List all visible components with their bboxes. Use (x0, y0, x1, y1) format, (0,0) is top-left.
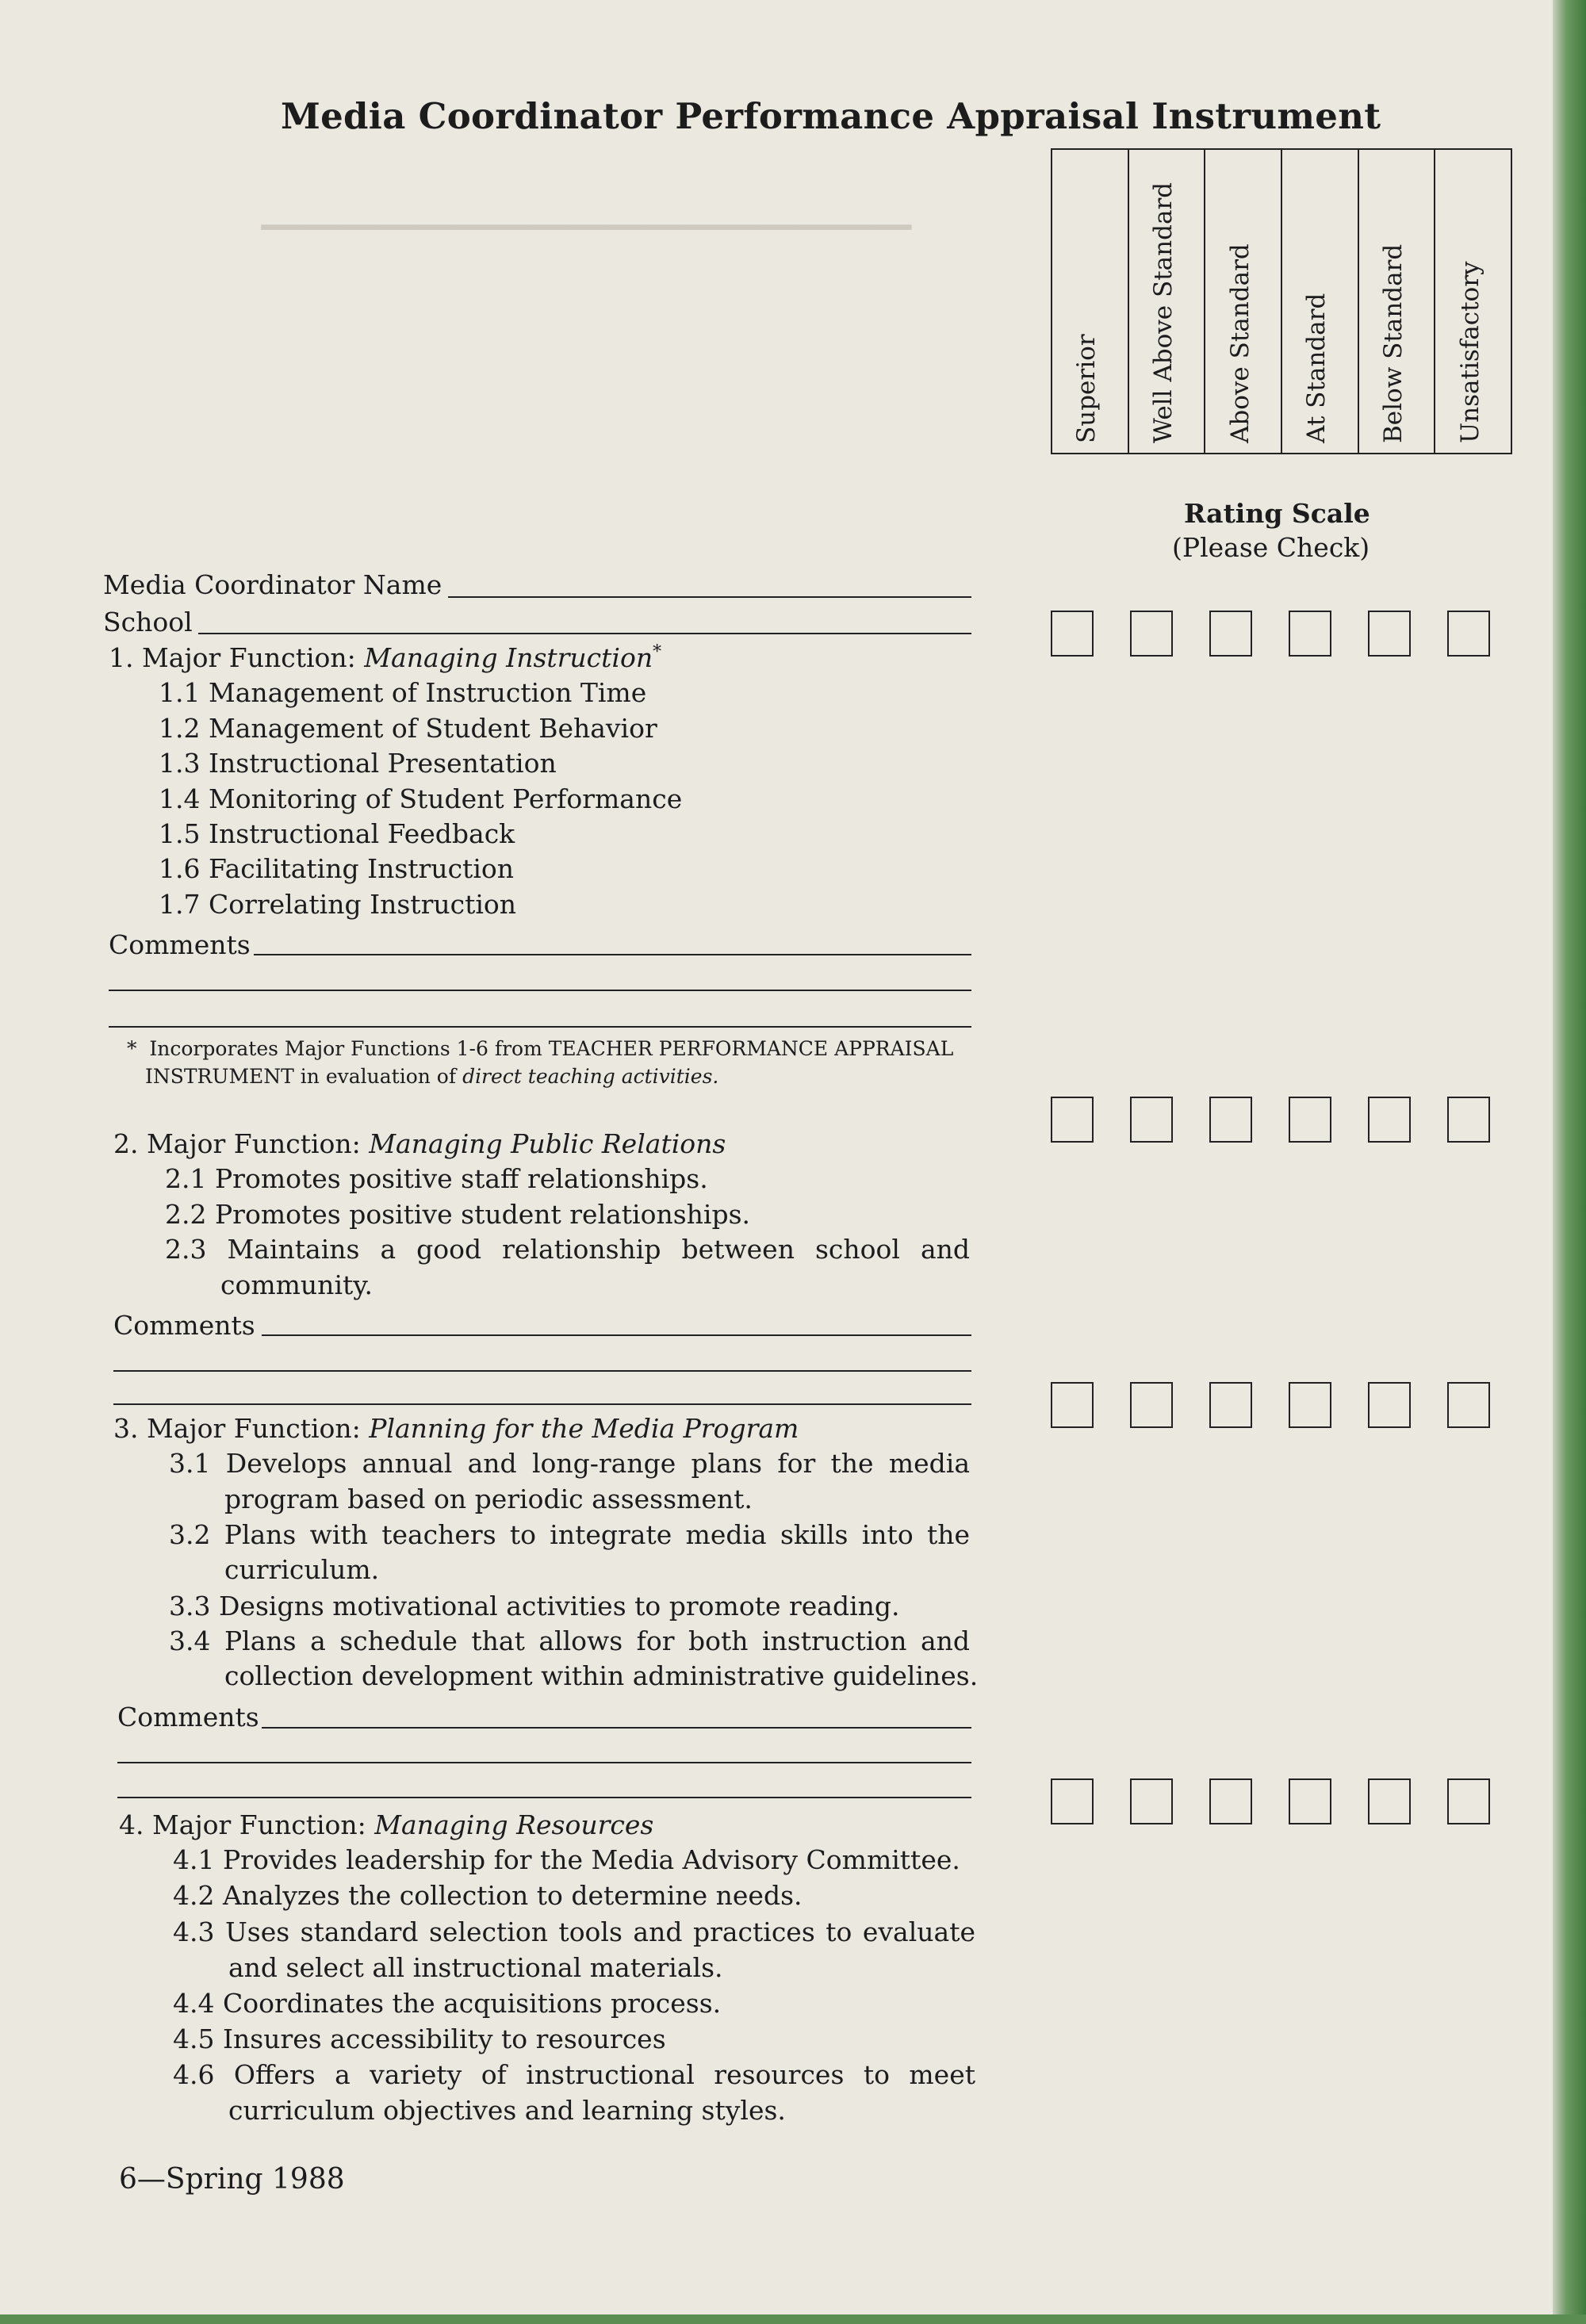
rating-checkbox[interactable] (1368, 1097, 1411, 1143)
rating-column-unsatisfactory: Unsatisfactory (1434, 150, 1511, 453)
section-1-rating-boxes (1051, 611, 1490, 657)
section-3-comments-label: Comments (117, 1702, 259, 1732)
rating-column-at-standard: At Standard (1281, 150, 1358, 453)
list-item: 4.4 Coordinates the acquisitions process. (173, 1988, 722, 2019)
list-item: 2.3 Maintains a good relationship between school and (165, 1234, 970, 1265)
cover-edge (1553, 0, 1586, 2324)
coordinator-name-label: Media Coordinator Name (103, 569, 442, 600)
rating-column-well-above-standard: Well Above Standard (1128, 150, 1205, 453)
list-item: 1.2 Management of Student Behavior (159, 713, 657, 744)
list-item: collection development within administrative guidelines. (224, 1660, 979, 1691)
rating-checkbox[interactable] (1289, 1778, 1331, 1824)
rating-checkbox[interactable] (1368, 1778, 1411, 1824)
footnote-line-2: INSTRUMENT in evaluation of direct teaching activities. (145, 1065, 719, 1088)
list-item: 3.3 Designs motivational activities to promote reading. (169, 1591, 900, 1621)
section-2-comments-label: Comments (113, 1310, 255, 1341)
section-1-comments-label: Comments (109, 929, 251, 960)
comments-line[interactable] (254, 954, 971, 955)
list-item: 1.4 Monitoring of Student Performance (159, 783, 683, 814)
rating-checkbox[interactable] (1368, 1382, 1411, 1428)
rating-checkbox[interactable] (1209, 1097, 1252, 1143)
section-4-rating-boxes (1051, 1778, 1490, 1824)
comments-line[interactable] (117, 1797, 971, 1798)
rating-column-above-standard: Above Standard (1204, 150, 1281, 453)
footnote-line-1: * Incorporates Major Functions 1-6 from TEACHER PERFORMANCE APPRAISAL (127, 1037, 954, 1060)
rating-checkbox[interactable] (1130, 1382, 1173, 1428)
list-item: 1.5 Instructional Feedback (159, 818, 515, 849)
rating-checkbox[interactable] (1051, 611, 1094, 657)
rating-checkbox[interactable] (1051, 1097, 1094, 1143)
rating-checkbox[interactable] (1289, 1382, 1331, 1428)
list-item: 3.2 Plans with teachers to integrate media skills into the (169, 1519, 970, 1550)
rating-checkbox[interactable] (1447, 1382, 1490, 1428)
list-item: 1.7 Correlating Instruction (159, 889, 517, 920)
rating-checkbox[interactable] (1130, 611, 1173, 657)
comments-line[interactable] (262, 1727, 971, 1729)
page-footer: 6—Spring 1988 (119, 2163, 345, 2196)
rating-column-below-standard: Below Standard (1358, 150, 1435, 453)
list-item: 3.1 Develops annual and long-range plans for the media (169, 1448, 970, 1479)
rating-checkbox[interactable] (1447, 1778, 1490, 1824)
comments-line[interactable] (117, 1762, 971, 1763)
comments-line[interactable] (109, 990, 971, 991)
coordinator-name-field[interactable] (448, 596, 971, 598)
section-4-heading: 4. Major Function: Managing Resources (119, 1809, 654, 1840)
list-item: curriculum objectives and learning styles. (228, 2095, 786, 2126)
list-item: 4.1 Provides leadership for the Media Advisory Committee. (173, 1844, 960, 1875)
list-item: program based on periodic assessment. (224, 1484, 753, 1514)
list-item: 3.4 Plans a schedule that allows for both instruction and (169, 1625, 970, 1656)
comments-line[interactable] (262, 1334, 971, 1336)
rating-checkbox[interactable] (1209, 1382, 1252, 1428)
rating-checkbox[interactable] (1289, 1097, 1331, 1143)
list-item: 2.2 Promotes positive student relationships. (165, 1199, 751, 1230)
rating-scale-header (1051, 148, 1512, 454)
bleed-through-decoration: ───────────────── (262, 190, 911, 264)
list-item: curriculum. (224, 1554, 380, 1585)
rating-checkbox[interactable] (1209, 611, 1252, 657)
rating-checkbox[interactable] (1447, 1097, 1490, 1143)
rating-checkbox[interactable] (1051, 1382, 1094, 1428)
list-item: 4.3 Uses standard selection tools and practices to evaluate (173, 1916, 975, 1947)
list-item: community. (220, 1269, 374, 1300)
rating-checkbox[interactable] (1289, 611, 1331, 657)
list-item: and select all instructional materials. (228, 1952, 723, 1983)
list-item: 4.5 Insures accessibility to resources (173, 2023, 666, 2054)
comments-line[interactable] (113, 1370, 971, 1372)
section-3-rating-boxes (1051, 1382, 1490, 1428)
comments-line[interactable] (109, 1026, 971, 1028)
list-item: 4.6 Offers a variety of instructional resources to meet (173, 2059, 975, 2090)
list-item: 1.6 Facilitating Instruction (159, 853, 514, 884)
list-item: 4.2 Analyzes the collection to determine needs. (173, 1880, 803, 1911)
section-2-rating-boxes (1051, 1097, 1490, 1143)
page-title: Media Coordinator Performance Appraisal Instrument (281, 95, 1381, 137)
rating-checkbox[interactable] (1130, 1097, 1173, 1143)
section-1-heading: 1. Major Function: Managing Instruction* (109, 642, 662, 673)
section-3-heading: 3. Major Function: Planning for the Media Program (113, 1413, 799, 1444)
school-field[interactable] (198, 633, 971, 634)
rating-checkbox[interactable] (1447, 611, 1490, 657)
list-item: 1.1 Management of Instruction Time (159, 677, 647, 708)
comments-line[interactable] (113, 1403, 971, 1405)
rating-checkbox[interactable] (1051, 1778, 1094, 1824)
list-item: 1.3 Instructional Presentation (159, 748, 557, 779)
rating-scale-instruction: (Please Check) (1172, 532, 1370, 563)
rating-column-superior: Superior (1072, 334, 1101, 443)
rating-checkbox[interactable] (1368, 611, 1411, 657)
section-2-heading: 2. Major Function: Managing Public Relations (113, 1128, 726, 1159)
list-item: 2.1 Promotes positive staff relationships. (165, 1163, 708, 1194)
rating-checkbox[interactable] (1209, 1778, 1252, 1824)
rating-checkbox[interactable] (1130, 1778, 1173, 1824)
school-label: School (103, 607, 193, 637)
rating-scale-label: Rating Scale (1184, 498, 1370, 529)
cover-bottom-edge (0, 2314, 1586, 2324)
